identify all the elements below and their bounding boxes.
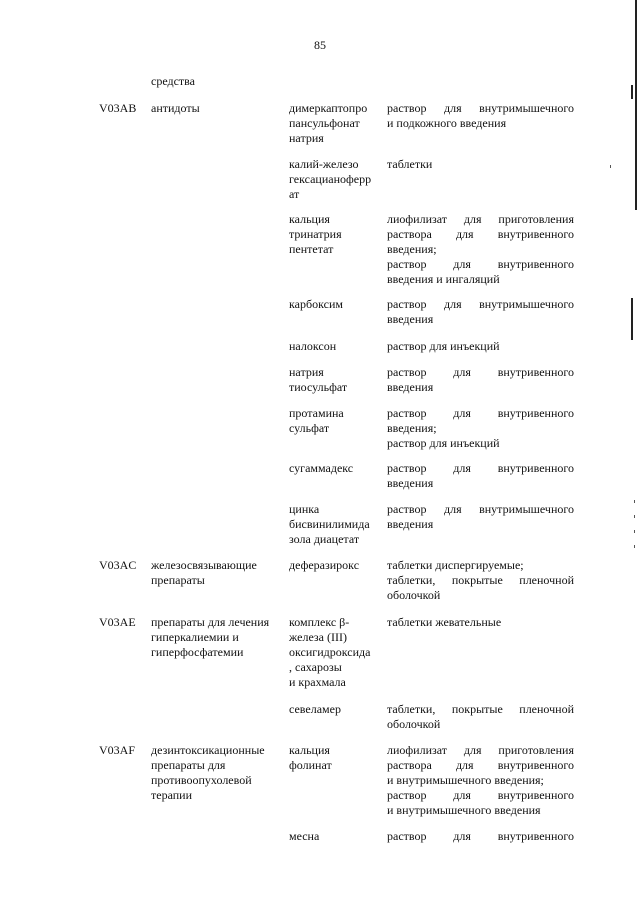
scan-edge-dot	[634, 500, 635, 503]
drug-name: месна	[289, 829, 320, 843]
dosage-form: таблетки диспергируемые; таблетки, покрытые пленочной оболочкой	[387, 558, 574, 602]
scan-edge-mark	[631, 298, 633, 340]
drug-name: сугаммадекс	[289, 461, 354, 475]
dosage-form: раствор для внутривенного введения	[387, 365, 574, 394]
drug-name: комплекс β- железа (III) оксигидроксида , сахарозы и крахмала	[289, 615, 371, 689]
atc-code: V03AE	[99, 615, 136, 629]
drug-name: кальция тринатрия пентетат	[289, 212, 342, 256]
dosage-form: раствор для внутримышечного и подкожного введения	[387, 101, 574, 130]
atc-code: V03AF	[99, 743, 136, 757]
atc-code: V03AB	[99, 101, 137, 115]
drug-name: протамина сульфат	[289, 406, 344, 435]
drug-name: калий-железо гексацианоферр ат	[289, 157, 372, 201]
dosage-form: таблетки	[387, 157, 433, 171]
drug-name: севеламер	[289, 702, 341, 716]
dosage-form: лиофилизат для приготовления раствора для внутривенного и внутримышечного введения; раствор для внутривенного и внутримышечного введения	[387, 743, 574, 817]
dosage-form: таблетки, покрытые пленочной оболочкой	[387, 702, 574, 731]
scan-edge-dot	[610, 165, 611, 168]
dosage-form: таблетки жевательные	[387, 615, 502, 629]
dosage-form: раствор для инъекций	[387, 339, 500, 353]
drug-name: цинка бисвинилимида зола диацетат	[289, 502, 370, 546]
group-name: дезинтоксикационные препараты для противоопухолевой терапии	[151, 743, 265, 802]
scan-edge-mark	[635, 0, 637, 210]
group-continuation: средства	[151, 74, 196, 88]
drug-name: димеркаптопро пансульфонат натрия	[289, 101, 368, 145]
drug-name: налоксон	[289, 339, 337, 353]
drug-name: кальция фолинат	[289, 743, 332, 772]
scan-edge-dot	[634, 515, 635, 518]
scan-edge-dot	[634, 545, 635, 548]
dosage-form: лиофилизат для приготовления раствора для внутривенного введения; раствор для внутривенного введения и ингаляций	[387, 212, 574, 286]
dosage-form: раствор для внутримышечного введения	[387, 502, 574, 531]
page-number: 85	[314, 38, 326, 52]
drug-name: карбоксим	[289, 297, 343, 311]
dosage-form: раствор для внутримышечного введения	[387, 297, 574, 326]
drug-name: натрия тиосульфат	[289, 365, 348, 394]
group-name: антидоты	[151, 101, 200, 115]
group-name: препараты для лечения гиперкалиемии и гиперфосфатемии	[151, 615, 270, 659]
scan-edge-mark	[631, 85, 633, 99]
scan-edge-dot	[634, 530, 635, 533]
group-name: железосвязывающие препараты	[151, 558, 257, 587]
dosage-form: раствор для внутривенного	[387, 829, 574, 843]
drug-name: деферазирокс	[289, 558, 360, 572]
atc-code: V03AC	[99, 558, 137, 572]
dosage-form: раствор для внутривенного введения	[387, 461, 574, 490]
dosage-form: раствор для внутривенного введения; раствор для инъекций	[387, 406, 574, 450]
